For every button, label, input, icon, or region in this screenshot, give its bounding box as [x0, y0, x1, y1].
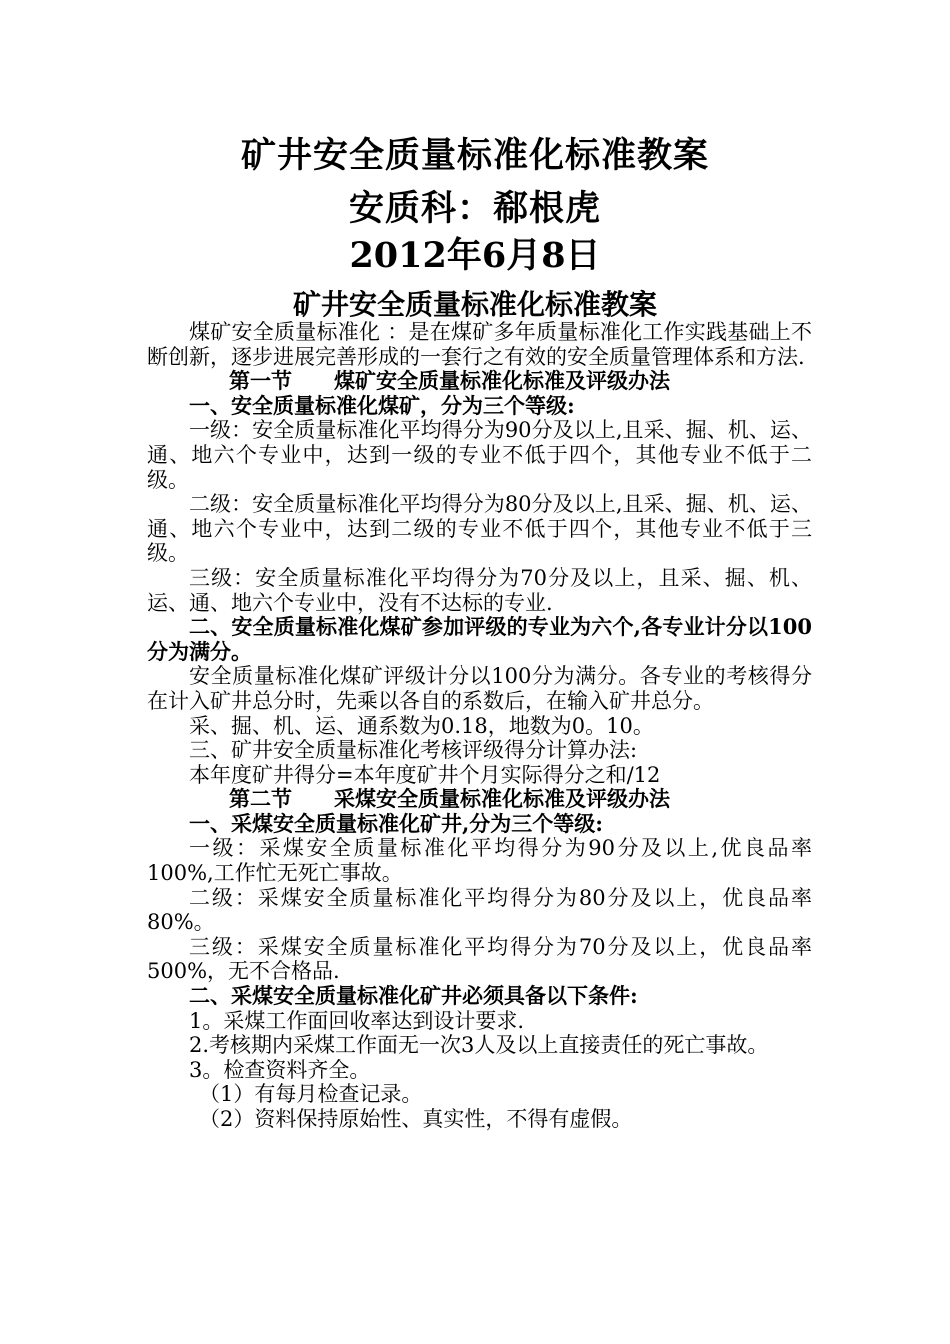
paragraph: 二级：安全质量标准化平均得分为80分及以上,且采、掘、机、运、通、地六个专业中，达到二级的专业不低于四个，其他专业不低于三级。: [147, 492, 812, 566]
intro-paragraph: 煤矿安全质量标准化 ：是在煤矿多年质量标准化工作实践基础上不断创新，逐步进展完善形成的一套行之有效的安全质量管理体系和方法.: [147, 320, 812, 369]
paragraph: 一级：安全质量标准化平均得分为90分及以上,且采、掘、机、运、通、地六个专业中，达到一级的专业不低于四个，其他专业不低于二级。: [147, 418, 812, 492]
bold-heading: 二、安全质量标准化煤矿参加评级的专业为六个,各专业计分以100分为满分。: [147, 614, 812, 664]
paragraph: 采、掘、机、运、通系数为0.18，地数为0。10。: [189, 713, 654, 738]
section-heading-2: 第二节 采煤安全质量标准化标准及评级办法: [229, 786, 670, 812]
list-item: 3。检查资料齐全。: [189, 1057, 371, 1082]
bold-heading: 二、采煤安全质量标准化矿井必须具备以下条件:: [189, 983, 638, 1009]
bold-heading: 一、采煤安全质量标准化矿井,分为三个等级:: [189, 810, 604, 836]
sub-list-item: （2）资料保持原始性、真实性，不得有虚假。: [199, 1107, 633, 1131]
paragraph: 三、矿井安全质量标准化考核评级得分计算办法:: [189, 738, 638, 763]
paragraph: 本年度矿井得分=本年度矿井个月实际得分之和/12: [189, 762, 661, 787]
sub-list-item: （1）有每月检查记录。: [199, 1082, 423, 1107]
list-item: 1。采煤工作面回收率达到设计要求.: [189, 1008, 525, 1033]
paragraph: 安全质量标准化煤矿评级计分以100分为满分。各专业的考核得分在计入矿井总分时，先乘以各自的系数后，在输入矿井总分。: [147, 664, 812, 713]
paragraph: 一级：采煤安全质量标准化平均得分为90分及以上,优良品率100%,工作忙无死亡事故。: [147, 836, 812, 886]
paragraph: 三级：安全质量标准化平均得分为70分及以上，且采、掘、机、运、通、地六个专业中，没有不达标的专业.: [147, 565, 812, 615]
list-item: 2.考核期内采煤工作面无一次3人及以上直接责任的死亡事故。: [189, 1033, 769, 1058]
cover-title: 矿井安全质量标准化标准教案: [240, 135, 709, 176]
bold-heading: 一、安全质量标准化煤矿，分为三个等级:: [189, 392, 575, 418]
section-heading-1: 第一节 煤矿安全质量标准化标准及评级办法: [229, 368, 670, 394]
cover-author: 安质科：郗根虎: [348, 188, 601, 229]
cover-date: 2012年6月8日: [349, 235, 601, 276]
document-body: [147, 320, 812, 1132]
paragraph: 三级：采煤安全质量标准化平均得分为70分及以上，优良品率500%，无不合格品.: [147, 934, 812, 984]
paragraph: 二级：采煤安全质量标准化平均得分为80分及以上，优良品率80%。: [147, 885, 812, 935]
document-title: 矿井安全质量标准化标准教案: [292, 288, 657, 321]
